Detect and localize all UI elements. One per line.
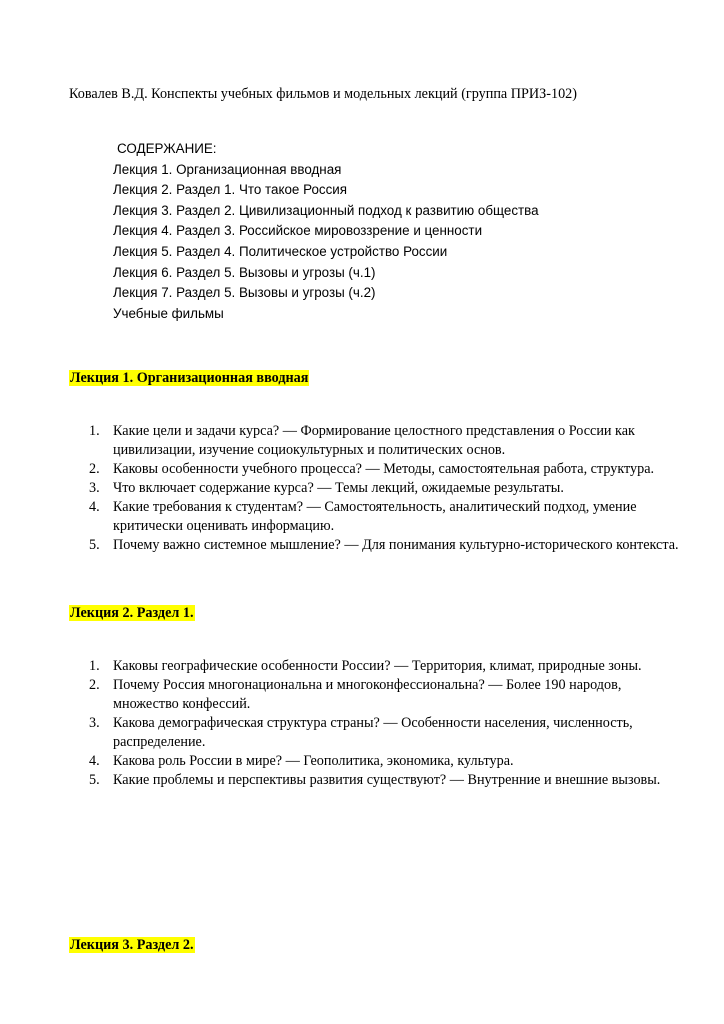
item-text: Какие цели и задачи курса? — Формирование целостного представления о России как цивилизации, изучение социокультурных и политических основ.: [113, 423, 635, 458]
list-item: [69, 422, 689, 460]
item-number: 2.: [89, 461, 100, 477]
lecture-1-heading: [69, 370, 309, 387]
item-number: 5.: [89, 537, 100, 553]
list-item: [69, 714, 689, 752]
lecture-2-question-list: [69, 657, 689, 790]
lecture-2-heading: [69, 605, 195, 622]
item-text: Какие проблемы и перспективы развития существуют? — Внутренние и внешние вызовы.: [113, 772, 661, 788]
item-number: 4.: [89, 753, 100, 769]
list-item: [69, 771, 689, 790]
item-number: 3.: [89, 480, 100, 496]
item-number: 2.: [89, 677, 100, 693]
table-of-contents: [113, 139, 539, 324]
toc-heading: СОДЕРЖАНИЕ:: [117, 141, 217, 156]
lecture-heading-label: Лекция 1. Организационная вводная: [70, 370, 309, 386]
item-number: 1.: [89, 423, 100, 439]
item-text: Каковы географические особенности России? — Территория, климат, природные зоны.: [113, 658, 642, 674]
item-text: Какова роль России в мире? — Геополитика, экономика, культура.: [113, 753, 514, 769]
lecture-heading-label: Лекция 2. Раздел 1.: [70, 605, 194, 621]
item-number: 4.: [89, 499, 100, 515]
list-item: [69, 479, 689, 498]
toc-item[interactable]: Лекция 7. Раздел 5. Вызовы и угрозы (ч.2): [113, 285, 376, 301]
item-number: 3.: [89, 715, 100, 731]
item-number: 5.: [89, 772, 100, 788]
toc-item[interactable]: Учебные фильмы: [113, 305, 224, 321]
lecture-3-heading: [69, 937, 195, 954]
list-item: [69, 498, 689, 536]
toc-item[interactable]: Лекция 2. Раздел 1. Что такое Россия: [113, 182, 348, 198]
item-text: Какие требования к студентам? — Самостоятельность, аналитический подход, умение критически оценивать информацию.: [113, 499, 637, 534]
list-item: [69, 536, 689, 555]
toc-item[interactable]: Лекция 5. Раздел 4. Политическое устройство России: [113, 243, 448, 259]
list-item: [69, 752, 689, 771]
item-text: Что включает содержание курса? — Темы лекций, ожидаемые результаты.: [113, 480, 564, 496]
toc-item[interactable]: Лекция 3. Раздел 2. Цивилизационный подход к развитию общества: [113, 202, 539, 218]
item-number: 1.: [89, 658, 100, 674]
item-text: Какова демографическая структура страны? — Особенности населения, численность, распределение.: [113, 715, 633, 750]
list-item: [69, 460, 689, 479]
toc-list: [113, 160, 539, 325]
toc-item[interactable]: Лекция 4. Раздел 3. Российское мировоззрение и ценности: [113, 223, 483, 239]
toc-item[interactable]: Лекция 1. Организационная вводная: [113, 161, 342, 177]
list-item: [69, 676, 689, 714]
document-title: Ковалев В.Д. Конспекты учебных фильмов и модельных лекций (группа ПРИЗ-102): [69, 86, 577, 102]
item-text: Почему важно системное мышление? — Для понимания культурно-исторического контекста.: [113, 537, 679, 553]
item-text: Почему Россия многонациональна и многоконфессиональна? — Более 190 народов, множество конфессий.: [113, 677, 622, 712]
lecture-heading-label: Лекция 3. Раздел 2.: [70, 937, 194, 953]
lecture-1-question-list: [69, 422, 689, 555]
toc-item[interactable]: Лекция 6. Раздел 5. Вызовы и угрозы (ч.1): [113, 264, 376, 280]
item-text: Каковы особенности учебного процесса? — Методы, самостоятельная работа, структура.: [113, 461, 655, 477]
list-item: [69, 657, 689, 676]
